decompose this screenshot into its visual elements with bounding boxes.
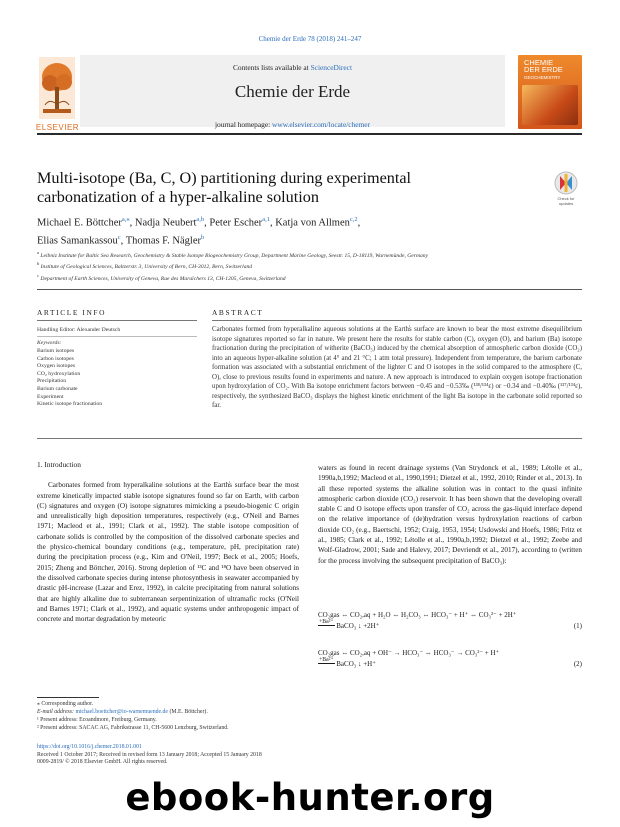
author-sup[interactable]: a,1	[262, 216, 270, 223]
author-name[interactable]: Nadja Neubert	[134, 217, 197, 229]
equation-product: BaCO₃ ↓ +H⁺	[334, 660, 376, 668]
equation-line	[318, 619, 582, 633]
author-name[interactable]: Katja von Allmen	[275, 217, 350, 229]
section-heading: 1. Introduction	[37, 460, 81, 469]
abstract-heading: ABSTRACT	[212, 308, 264, 317]
author-sup[interactable]: b	[201, 233, 205, 241]
affiliations	[37, 249, 577, 283]
equation-line: CO₂gas ⇔ CO₂,aq + H₂O ⇔ H₂CO₃ ⇔ HCO₃⁻ + H⁺ ⇔ CO₃²⁻ + 2H⁺	[318, 611, 517, 619]
body-left-column	[37, 460, 299, 624]
crossmark-line2: updates	[558, 200, 574, 206]
intro-paragraph: Carbonates formed from hyperalkaline solutions at the Earth̕s surface bear the most extreme kinetically impacted stable isotope signatures found so far on Earth, with carbon (C) signatures and oxygen (O) isotope signatures mimicking a pseudo-biogenic C origin and unrealistically high deposition temperatures, respectively (e.g., O'Neil and Barnes 1971; Macleod et al., 1991; Clark et al., 1992). The stable isotope composition of carbonate solids is controlled by the composition of the dissolved carbonate species and the physico-chemical boundary conditions (e.g., temperature, pH, precipitation rate) during the precipitation process (e.g., Kim and O'Neil, 1997; Beck et al., 2005; Hoefs, 2015; Zheng and Böttcher, 2016). Strong depletion of ¹³C and ¹⁸O have been observed in the dissolved carbonate species during intense photosynthesis in seawater accompanied by drastic pH-increase (Lazar and Erez, 1992), in calcite precipitating from natural solutions that are highly alkaline due to subterranean serpentinization of ultramafic rocks (O'Neil and Barnes 1971; Clark et al., 1992), and aquatic systems under anthropogenic impact of concrete and mortar degradation by meteoric	[37, 481, 299, 624]
keyword: Barium carbonate	[37, 385, 78, 392]
abstract-end-rule	[37, 438, 582, 439]
abstract-rule	[212, 320, 582, 321]
keywords-rule	[37, 336, 197, 337]
affiliation-item	[37, 260, 577, 271]
author-list: Michael E. Böttcher$^{a,⁎}$, Nadja Neubert$^{a,b}$, Peter Escher$^{a,1}$, Katja von Allmen$^{c,2}$, Elias Samankassou$^c$, Thomas F. Nägler$^b$	[37, 216, 361, 246]
author-name[interactable]: Peter Escher	[209, 217, 263, 229]
footnote-2: ² Present address: SACAC AG, Fabrikstrasse 11, CH-5600 Lenzburg, Switzerland.	[37, 725, 229, 732]
email-line	[37, 708, 337, 716]
affiliation-text: Institute of Geological Sciences, Baltzerstr. 3, University of Bern, CH-3012, Bern, Switzerland	[40, 264, 253, 271]
homepage-link[interactable]: www.elsevier.com/locate/chemer	[272, 120, 371, 129]
body-right-column	[318, 463, 582, 566]
doi-link[interactable]: https://doi.org/10.1016/j.chemer.2018.01.001	[37, 744, 142, 750]
author-sup[interactable]: a,b	[196, 216, 205, 223]
affiliation-item	[37, 272, 577, 283]
keyword: Carbon isotopes	[37, 355, 74, 362]
author-sup[interactable]: a,⁎	[121, 216, 130, 223]
elsevier-tree-logo-icon	[37, 55, 77, 125]
cover-subtitle: GEOCHEMISTRY	[524, 75, 561, 80]
equation-number: (2)	[573, 660, 582, 668]
journal-cover-thumbnail[interactable]	[518, 55, 582, 129]
homepage-prefix: journal homepage:	[214, 120, 273, 129]
keyword: Kinetic isotope fractionation	[37, 401, 103, 408]
author-name[interactable]: Michael E. Böttcher	[37, 217, 122, 229]
author-name[interactable]: Elias Samankassou	[37, 235, 118, 246]
article-info-heading: ARTICLE INFO	[37, 308, 107, 317]
article-title: Multi-isotope (Ba, C, O) partitioning during experimental carbonatization of a hyper-alkaline solution	[37, 169, 412, 206]
author-name[interactable]: Thomas F. Nägler	[125, 235, 202, 246]
affiliation-item	[37, 249, 577, 260]
copyright-line: 0009-2819/ © 2018 Elsevier GmbH. All rights reserved.	[37, 759, 168, 765]
affiliation-text: Department of Earth Sciences, University of Geneva, Rue des Maraîchers 13, CH-1205, Geneva, Switzerland	[40, 275, 286, 282]
sciencedirect-link[interactable]: ScienceDirect	[310, 63, 353, 72]
keyword: Precipitation	[37, 378, 67, 385]
equation-2	[318, 649, 582, 671]
email-link[interactable]: michael.boettcher@io-warnemuende.de	[75, 709, 169, 716]
email-suffix: (M.E. Böttcher).	[168, 709, 208, 716]
cover-image	[522, 85, 578, 125]
keyword: CO₂ hydroxylation	[37, 370, 81, 377]
cover-title	[524, 59, 563, 73]
keyword-list	[37, 348, 197, 409]
equation-line: CO₂gas ⇔ CO₂,aq + OH⁻ → HCO₃⁻ ⇔ HCO₃⁻ → CO₃²⁻ + H⁺	[318, 649, 500, 657]
article-info-rule	[37, 320, 197, 321]
received-dates: Received 1 October 2017; Received in revised form 13 January 2018; Accepted 15 January 2018	[37, 751, 262, 758]
affiliation-rule	[37, 289, 582, 290]
publisher-name: ELSEVIER	[35, 123, 80, 132]
cover-title-line2: DER ERDE	[524, 65, 563, 74]
corresponding-author-note: ⁎ Corresponding author.	[37, 701, 94, 707]
affiliation-sup: a	[37, 250, 39, 255]
intro-paragraph-continued: waters as found in recent drainage systems (Van Strydonck et al., 1989; Létolle et al., 1990a,b,1992; Macleod et al., 1990,1991; Dietzel et al., 1992, 2010; Rinder et al., 2013). In all these reported systems the alkaline solution was in contact to the quasi infinite atmospheric carbon dioxide (CO₂) reservoir. It has been shown that the developing overall stable C and O isotope effects upon transfer of CO₂ across the gas-liquid interface depend on the relative importance of (de)hydration versus hydroxylation reactions of carbon dioxide CO₂ (e.g., Baertschi, 1952; Craig, 1953, 1954; Usdowski and Hoefs, 1986; Fritz et al., 1985; Clark et al., 1992; Létolle et al., 1990a,b,1992; Dietzel et al., 1992; Zeebe and Wolf-Gladrow, 2001; Sade and Halevy, 2017; Devriendt et al., 2017), according to (written for the process involving the subsequent precipitation of BaCO₃):	[318, 464, 582, 565]
reaction-arrow-label: +Ba²⁺	[319, 619, 334, 625]
watermark-text: ebook-hunter.org	[125, 776, 495, 819]
author-sup[interactable]: c,2	[349, 216, 358, 223]
contents-line	[80, 63, 505, 72]
affiliation-sup: c	[37, 272, 39, 278]
reaction-arrow-label: +Ba²⁺	[319, 657, 334, 663]
cover-title-line1: CHEMIE	[524, 58, 554, 67]
crossmark-label[interactable]	[549, 197, 583, 206]
contents-prefix: Contents lists available at	[232, 63, 311, 72]
abstract-text: Carbonates formed from hyperalkaline aqueous solutions at the Earth̕s surface are known to bear the most extreme disequilibrium isotope signatures reported so far in nature. We present here the results for stable carbon (C), oxygen (O), and barium (Ba) isotope fractionation during the precipitation of witherite (BaCO₃) induced by the chemical absorption of atmospheric carbon dioxide (CO₂) into an aqueous hyper-alkaline solution (at 4° and 21 °C; 1 atm total pressure). Independent from temperature, the barium carbonate formation was associated with a substantial enrichment of the lighter C and O isotopes in the solid compared to the atmosphere (C, O), close to previous results found in experiments and nature. A new approach is introduced to explain oxygen isotope fractionation upon hydroxylation of CO₂. With Ba isotope enrichment factors between −0.45 and −0.53‰ (¹³⁸/¹³⁴ε) or −0.34 and −0.40‰ (¹³⁷/¹³⁴ε), respectively, the synthesized BaCO₃ displays the highest kinetic enrichment of the light Ba isotope in the carbonate solid reported so far.	[212, 326, 582, 410]
equation-1	[318, 611, 582, 633]
keywords-label: Keywords:	[37, 340, 62, 346]
affiliation-sup: b	[37, 261, 40, 267]
footnotes	[37, 700, 337, 732]
keyword: Barium isotopes	[37, 348, 75, 354]
equation-number: (1)	[573, 622, 582, 630]
keyword: Oxygen isotopes	[37, 363, 76, 370]
equation-line	[318, 657, 582, 671]
affiliation-text: Leibniz Institute for Baltic Sea Research, Geochemistry & Stable Isotope Biogeochemistry Group, Department Marine Geology, Seestr. 15, D-18119, Warnemünde, Germany	[40, 252, 429, 259]
journal-citation[interactable]: Chemie der Erde 78 (2018) 241–247	[258, 35, 362, 43]
footnote-1: ¹ Present address: Ecoandmore, Freiburg, Germany.	[37, 717, 157, 724]
crossmark-line1: Check for	[557, 196, 575, 201]
keyword: Experiment	[37, 393, 64, 400]
footnote-rule	[37, 697, 99, 698]
equation-product: BaCO₃ ↓ +2H⁺	[334, 622, 380, 630]
journal-name: Chemie der Erde	[234, 82, 351, 101]
publication-info	[37, 744, 397, 767]
handling-editor: Handling Editor: Alexander Deutsch	[37, 327, 121, 333]
journal-homepage-line	[80, 120, 505, 129]
author-sup[interactable]: c	[117, 233, 121, 241]
header-rule	[37, 133, 582, 135]
email-label: E-mail address:	[37, 709, 74, 716]
